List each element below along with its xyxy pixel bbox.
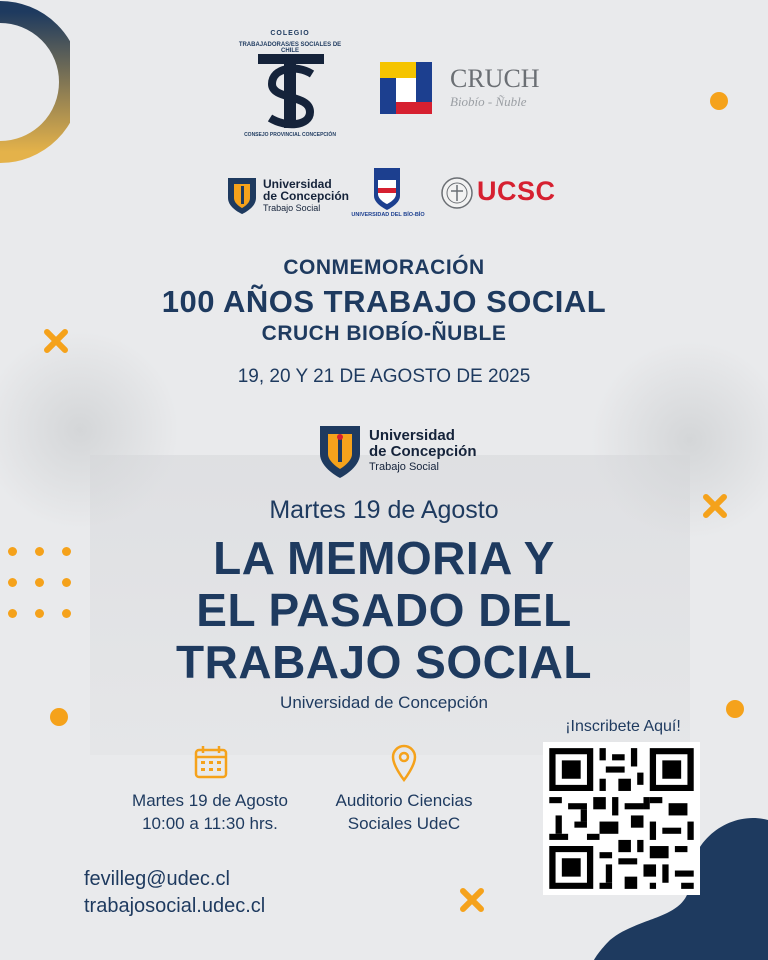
register-label: ¡Inscribete Aquí! xyxy=(565,718,681,735)
event-where-line2: Sociales UdeC xyxy=(347,814,461,833)
event-host: Universidad de Concepción xyxy=(280,693,488,712)
colegio-logo-top: COLEGIO xyxy=(270,30,310,37)
event-title-line1: LA MEMORIA Y xyxy=(213,532,555,584)
udec-logo-line2: de Concepción xyxy=(369,443,477,460)
decorative-arc xyxy=(0,0,70,170)
header-line1: CONMEMORACIÓN xyxy=(283,256,485,279)
udec-shield-icon xyxy=(226,176,258,216)
udec-logo-line3: Trabajo Social xyxy=(263,203,321,213)
header-line3: CRUCH BIOBÍO-ÑUBLE xyxy=(261,322,507,345)
contact-website[interactable]: trabajosocial.udec.cl xyxy=(84,895,266,917)
event-when-time: 10:00 a 11:30 hrs. xyxy=(142,814,278,833)
ubb-shield-icon xyxy=(372,168,402,212)
colegio-ts-mark xyxy=(256,52,326,130)
location-pin-icon xyxy=(389,742,419,782)
contact-email[interactable]: fevilleg@udec.cl xyxy=(84,868,230,890)
ucsc-logo-name: UCSC xyxy=(477,176,556,206)
colegio-logo-ring: TRABAJADORAS/ES SOCIALES DE CHILE xyxy=(238,42,342,54)
decorative-dot xyxy=(710,92,728,110)
calendar-icon xyxy=(193,744,229,780)
decorative-cross xyxy=(460,888,484,912)
colegio-logo xyxy=(232,30,348,142)
udec-shield-icon xyxy=(318,424,362,480)
event-where-line1: Auditorio Ciencias xyxy=(335,791,473,810)
cruch-logo-mark xyxy=(380,62,432,114)
event-title-line3: TRABAJO SOCIAL xyxy=(176,636,592,688)
event-date-title: Martes 19 de Agosto xyxy=(269,496,499,524)
ucsc-seal-icon xyxy=(441,177,473,209)
udec-logo-line3: Trabajo Social xyxy=(369,461,439,473)
udec-logo-line1: Universidad xyxy=(369,427,455,444)
header-line2: 100 AÑOS TRABAJO SOCIAL xyxy=(161,284,607,319)
udec-logo-line1: Universidad xyxy=(263,177,332,191)
ubb-logo-name: UNIVERSIDAD DEL BÍO-BÍO xyxy=(351,212,425,218)
event-when-date: Martes 19 de Agosto xyxy=(132,791,288,810)
event-title-line2: EL PASADO DEL xyxy=(196,584,572,636)
colegio-logo-bottom: CONSEJO PROVINCIAL CONCEPCIÓN xyxy=(244,132,336,138)
header-dates: 19, 20 Y 21 DE AGOSTO DE 2025 xyxy=(237,366,531,387)
udec-logo-line2: de Concepción xyxy=(263,189,350,203)
cruch-logo-region: Biobío - Ñuble xyxy=(450,94,527,109)
qr-code-icon[interactable] xyxy=(543,742,700,895)
cruch-logo-name: CRUCH xyxy=(450,64,540,93)
